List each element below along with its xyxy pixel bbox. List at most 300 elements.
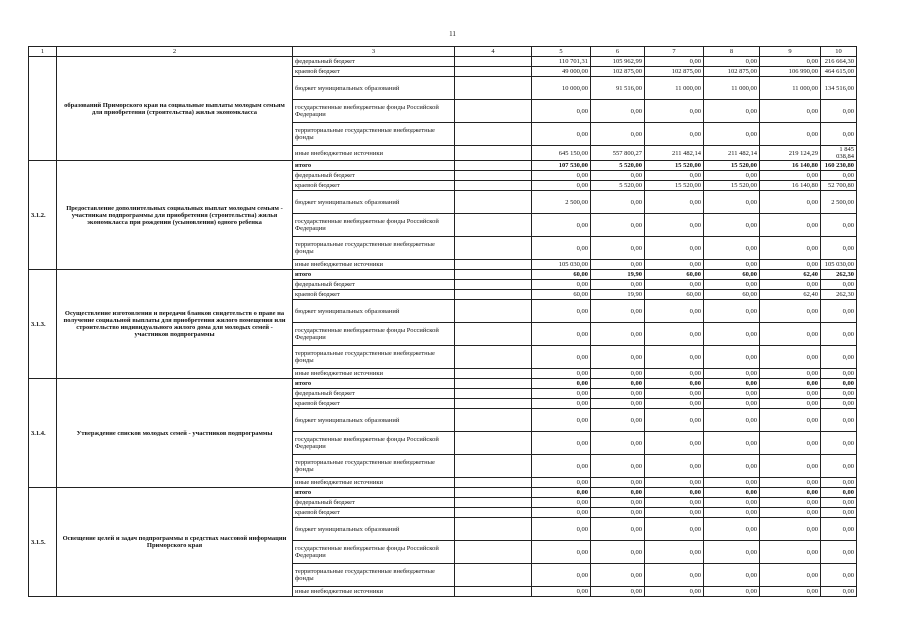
empty-cell [455, 488, 532, 498]
amount-cell: 0,00 [821, 478, 857, 488]
amount-cell: 0,00 [532, 237, 591, 260]
amount-cell: 0,00 [645, 237, 704, 260]
amount-cell: 0,00 [760, 488, 821, 498]
amount-cell: 0,00 [645, 323, 704, 346]
amount-cell: 102 875,00 [704, 67, 760, 77]
item-title: образований Приморского края на социальные выплаты молодым семьям для приобретения (строительства) жилья экономкласса [57, 57, 293, 161]
amount-cell: 0,00 [704, 369, 760, 379]
amount-cell: 216 664,30 [821, 57, 857, 67]
amount-cell: 0,00 [760, 100, 821, 123]
amount-cell: 60,00 [645, 270, 704, 280]
table-row [29, 161, 857, 171]
amount-cell: 11 000,00 [645, 77, 704, 100]
amount-cell: 0,00 [704, 478, 760, 488]
item-code [29, 57, 57, 161]
amount-cell: 0,00 [532, 455, 591, 478]
amount-cell: 0,00 [645, 478, 704, 488]
amount-cell: 0,00 [760, 498, 821, 508]
amount-cell: 0,00 [704, 323, 760, 346]
funding-source: государственные внебюджетные фонды Российской Федерации [293, 541, 455, 564]
empty-cell [455, 280, 532, 290]
funding-source: государственные внебюджетные фонды Российской Федерации [293, 100, 455, 123]
amount-cell: 0,00 [532, 323, 591, 346]
empty-cell [455, 564, 532, 587]
amount-cell: 0,00 [591, 191, 645, 214]
amount-cell: 0,00 [821, 399, 857, 409]
amount-cell: 0,00 [704, 518, 760, 541]
amount-cell: 0,00 [760, 237, 821, 260]
amount-cell: 0,00 [591, 369, 645, 379]
empty-cell [455, 270, 532, 280]
empty-cell [455, 77, 532, 100]
amount-cell: 0,00 [591, 260, 645, 270]
amount-cell: 0,00 [821, 300, 857, 323]
amount-cell: 60,00 [532, 270, 591, 280]
funding-source: краевой бюджет [293, 508, 455, 518]
funding-source: бюджет муниципальных образований [293, 191, 455, 214]
funding-source: иные внебюджетные источники [293, 260, 455, 270]
amount-cell: 0,00 [821, 123, 857, 146]
amount-cell: 0,00 [591, 488, 645, 498]
item-code: 3.1.5. [29, 488, 57, 597]
empty-cell [455, 369, 532, 379]
amount-cell: 557 800,27 [591, 146, 645, 161]
amount-cell: 0,00 [704, 123, 760, 146]
empty-cell [455, 409, 532, 432]
empty-cell [455, 379, 532, 389]
amount-cell: 11 000,00 [704, 77, 760, 100]
amount-cell: 0,00 [704, 171, 760, 181]
empty-cell [455, 57, 532, 67]
amount-cell: 0,00 [760, 587, 821, 597]
empty-cell [455, 399, 532, 409]
empty-cell [455, 161, 532, 171]
funding-source: бюджет муниципальных образований [293, 409, 455, 432]
column-header: 2 [57, 47, 293, 57]
amount-cell: 52 700,80 [821, 181, 857, 191]
amount-cell: 60,00 [532, 290, 591, 300]
amount-cell: 0,00 [821, 409, 857, 432]
table-row [29, 57, 857, 67]
empty-cell [455, 237, 532, 260]
funding-source: краевой бюджет [293, 67, 455, 77]
amount-cell: 60,00 [645, 290, 704, 300]
amount-cell: 0,00 [821, 100, 857, 123]
amount-cell: 0,00 [532, 498, 591, 508]
column-header: 9 [760, 47, 821, 57]
amount-cell: 15 520,00 [645, 181, 704, 191]
amount-cell: 0,00 [704, 100, 760, 123]
amount-cell: 645 150,00 [532, 146, 591, 161]
empty-cell [455, 518, 532, 541]
funding-source: бюджет муниципальных образований [293, 77, 455, 100]
amount-cell: 0,00 [704, 399, 760, 409]
funding-source: государственные внебюджетные фонды Российской Федерации [293, 432, 455, 455]
amount-cell: 15 520,00 [645, 161, 704, 171]
amount-cell: 0,00 [704, 379, 760, 389]
funding-source: итого [293, 488, 455, 498]
amount-cell: 0,00 [591, 541, 645, 564]
amount-cell: 0,00 [645, 369, 704, 379]
empty-cell [455, 432, 532, 455]
amount-cell: 0,00 [821, 564, 857, 587]
amount-cell: 5 520,00 [591, 161, 645, 171]
amount-cell: 2 500,00 [532, 191, 591, 214]
amount-cell: 10 000,00 [532, 77, 591, 100]
funding-source: иные внебюджетные источники [293, 478, 455, 488]
amount-cell: 16 140,80 [760, 181, 821, 191]
amount-cell: 0,00 [645, 260, 704, 270]
amount-cell: 0,00 [532, 379, 591, 389]
amount-cell: 0,00 [704, 237, 760, 260]
empty-cell [455, 389, 532, 399]
funding-source: государственные внебюджетные фонды Российской Федерации [293, 214, 455, 237]
amount-cell: 262,30 [821, 290, 857, 300]
amount-cell: 0,00 [760, 369, 821, 379]
amount-cell: 60,00 [704, 270, 760, 280]
amount-cell: 105 962,99 [591, 57, 645, 67]
amount-cell: 2 500,00 [821, 191, 857, 214]
amount-cell: 1 845 038,84 [821, 146, 857, 161]
amount-cell: 0,00 [591, 518, 645, 541]
column-header: 3 [293, 47, 455, 57]
amount-cell: 0,00 [645, 564, 704, 587]
empty-cell [455, 123, 532, 146]
amount-cell: 0,00 [645, 518, 704, 541]
amount-cell: 105 030,00 [821, 260, 857, 270]
amount-cell: 0,00 [532, 399, 591, 409]
funding-source: федеральный бюджет [293, 389, 455, 399]
amount-cell: 0,00 [704, 57, 760, 67]
funding-source: краевой бюджет [293, 181, 455, 191]
empty-cell [455, 508, 532, 518]
empty-cell [455, 455, 532, 478]
amount-cell: 0,00 [591, 455, 645, 478]
funding-source: итого [293, 270, 455, 280]
column-header: 10 [821, 47, 857, 57]
amount-cell: 5 520,00 [591, 181, 645, 191]
amount-cell: 0,00 [532, 171, 591, 181]
empty-cell [455, 191, 532, 214]
funding-source: краевой бюджет [293, 399, 455, 409]
table-row [29, 379, 857, 389]
empty-cell [455, 181, 532, 191]
amount-cell: 0,00 [591, 587, 645, 597]
amount-cell: 0,00 [704, 508, 760, 518]
amount-cell: 0,00 [591, 300, 645, 323]
amount-cell: 0,00 [821, 488, 857, 498]
amount-cell: 0,00 [591, 123, 645, 146]
amount-cell: 0,00 [760, 123, 821, 146]
amount-cell: 0,00 [532, 518, 591, 541]
amount-cell: 16 140,80 [760, 161, 821, 171]
funding-source: бюджет муниципальных образований [293, 300, 455, 323]
amount-cell: 106 990,00 [760, 67, 821, 77]
empty-cell [455, 171, 532, 181]
column-header: 7 [645, 47, 704, 57]
amount-cell: 0,00 [532, 389, 591, 399]
amount-cell: 0,00 [645, 280, 704, 290]
item-code: 3.1.2. [29, 161, 57, 270]
amount-cell: 0,00 [645, 300, 704, 323]
amount-cell: 0,00 [645, 214, 704, 237]
amount-cell: 91 516,00 [591, 77, 645, 100]
empty-cell [455, 290, 532, 300]
amount-cell: 0,00 [704, 389, 760, 399]
empty-cell [455, 260, 532, 270]
amount-cell: 0,00 [591, 564, 645, 587]
amount-cell: 0,00 [591, 280, 645, 290]
amount-cell: 49 000,00 [532, 67, 591, 77]
funding-source: иные внебюджетные источники [293, 146, 455, 161]
amount-cell: 60,00 [704, 290, 760, 300]
amount-cell: 0,00 [532, 488, 591, 498]
amount-cell: 0,00 [532, 214, 591, 237]
empty-cell [455, 478, 532, 488]
amount-cell: 0,00 [645, 409, 704, 432]
funding-source: территориальные государственные внебюджетные фонды [293, 123, 455, 146]
amount-cell: 0,00 [760, 389, 821, 399]
amount-cell: 0,00 [645, 432, 704, 455]
amount-cell: 102 875,00 [591, 67, 645, 77]
amount-cell: 0,00 [591, 323, 645, 346]
amount-cell: 0,00 [821, 171, 857, 181]
amount-cell: 0,00 [821, 369, 857, 379]
amount-cell: 0,00 [591, 508, 645, 518]
funding-source: итого [293, 379, 455, 389]
amount-cell: 0,00 [760, 280, 821, 290]
amount-cell: 0,00 [704, 280, 760, 290]
amount-cell: 160 230,80 [821, 161, 857, 171]
empty-cell [455, 498, 532, 508]
amount-cell: 0,00 [760, 171, 821, 181]
amount-cell: 0,00 [532, 369, 591, 379]
amount-cell: 0,00 [704, 260, 760, 270]
amount-cell: 0,00 [532, 508, 591, 518]
amount-cell: 0,00 [645, 399, 704, 409]
amount-cell: 0,00 [645, 498, 704, 508]
amount-cell: 15 520,00 [704, 161, 760, 171]
amount-cell: 0,00 [760, 346, 821, 369]
amount-cell: 0,00 [821, 323, 857, 346]
amount-cell: 219 124,29 [760, 146, 821, 161]
amount-cell: 0,00 [821, 587, 857, 597]
amount-cell: 0,00 [821, 455, 857, 478]
amount-cell: 464 615,00 [821, 67, 857, 77]
amount-cell: 62,40 [760, 290, 821, 300]
amount-cell: 0,00 [760, 564, 821, 587]
empty-cell [455, 346, 532, 369]
amount-cell: 0,00 [532, 346, 591, 369]
amount-cell: 0,00 [532, 541, 591, 564]
empty-cell [455, 587, 532, 597]
empty-cell [455, 146, 532, 161]
amount-cell: 19,90 [591, 290, 645, 300]
budget-table [28, 46, 857, 597]
empty-cell [455, 100, 532, 123]
amount-cell: 0,00 [591, 379, 645, 389]
amount-cell: 0,00 [532, 300, 591, 323]
funding-source: федеральный бюджет [293, 171, 455, 181]
amount-cell: 0,00 [760, 57, 821, 67]
column-header: 1 [29, 47, 57, 57]
amount-cell: 0,00 [645, 100, 704, 123]
amount-cell: 0,00 [645, 455, 704, 478]
empty-cell [455, 214, 532, 237]
amount-cell: 134 516,00 [821, 77, 857, 100]
amount-cell: 0,00 [591, 214, 645, 237]
amount-cell: 0,00 [704, 409, 760, 432]
amount-cell: 0,00 [591, 237, 645, 260]
amount-cell: 0,00 [760, 409, 821, 432]
amount-cell: 0,00 [821, 498, 857, 508]
amount-cell: 0,00 [591, 399, 645, 409]
amount-cell: 0,00 [532, 123, 591, 146]
amount-cell: 0,00 [532, 432, 591, 455]
funding-source: итого [293, 161, 455, 171]
amount-cell: 0,00 [532, 478, 591, 488]
amount-cell: 0,00 [591, 389, 645, 399]
amount-cell: 0,00 [821, 432, 857, 455]
column-header: 5 [532, 47, 591, 57]
amount-cell: 15 520,00 [704, 181, 760, 191]
amount-cell: 0,00 [645, 191, 704, 214]
amount-cell: 0,00 [821, 389, 857, 399]
amount-cell: 0,00 [645, 389, 704, 399]
amount-cell: 0,00 [704, 498, 760, 508]
column-header: 6 [591, 47, 645, 57]
amount-cell: 0,00 [704, 564, 760, 587]
funding-source: иные внебюджетные источники [293, 587, 455, 597]
amount-cell: 0,00 [821, 518, 857, 541]
amount-cell: 0,00 [704, 587, 760, 597]
empty-cell [455, 67, 532, 77]
amount-cell: 0,00 [532, 100, 591, 123]
amount-cell: 0,00 [760, 478, 821, 488]
amount-cell: 0,00 [532, 181, 591, 191]
amount-cell: 0,00 [645, 541, 704, 564]
amount-cell: 0,00 [704, 346, 760, 369]
amount-cell: 0,00 [821, 214, 857, 237]
funding-source: бюджет муниципальных образований [293, 518, 455, 541]
amount-cell: 105 030,00 [532, 260, 591, 270]
amount-cell: 0,00 [532, 587, 591, 597]
amount-cell: 0,00 [704, 488, 760, 498]
amount-cell: 0,00 [704, 191, 760, 214]
empty-cell [455, 323, 532, 346]
amount-cell: 0,00 [760, 541, 821, 564]
amount-cell: 102 875,00 [645, 67, 704, 77]
amount-cell: 0,00 [821, 280, 857, 290]
amount-cell: 0,00 [532, 409, 591, 432]
item-title: Утверждение списков молодых семей - участников подпрограммы [57, 379, 293, 488]
amount-cell: 0,00 [760, 432, 821, 455]
funding-source: территориальные государственные внебюджетные фонды [293, 237, 455, 260]
amount-cell: 0,00 [760, 191, 821, 214]
funding-source: иные внебюджетные источники [293, 369, 455, 379]
empty-cell [455, 541, 532, 564]
item-title: Освещение целей и задач подпрограммы в средствах массовой информации Приморского края [57, 488, 293, 597]
amount-cell: 0,00 [821, 237, 857, 260]
amount-cell: 0,00 [760, 518, 821, 541]
amount-cell: 0,00 [591, 432, 645, 455]
amount-cell: 0,00 [704, 300, 760, 323]
amount-cell: 0,00 [760, 379, 821, 389]
amount-cell: 0,00 [760, 260, 821, 270]
page-number: 11 [449, 30, 456, 38]
amount-cell: 0,00 [821, 379, 857, 389]
amount-cell: 0,00 [704, 541, 760, 564]
amount-cell: 0,00 [532, 280, 591, 290]
item-code: 3.1.3. [29, 270, 57, 379]
amount-cell: 107 530,00 [532, 161, 591, 171]
funding-source: территориальные государственные внебюджетные фонды [293, 346, 455, 369]
amount-cell: 0,00 [760, 300, 821, 323]
amount-cell: 0,00 [645, 171, 704, 181]
amount-cell: 262,30 [821, 270, 857, 280]
funding-source: государственные внебюджетные фонды Российской Федерации [293, 323, 455, 346]
amount-cell: 0,00 [704, 455, 760, 478]
funding-source: территориальные государственные внебюджетные фонды [293, 455, 455, 478]
amount-cell: 0,00 [821, 508, 857, 518]
amount-cell: 0,00 [645, 346, 704, 369]
table-row [29, 270, 857, 280]
amount-cell: 0,00 [645, 488, 704, 498]
amount-cell: 0,00 [591, 100, 645, 123]
amount-cell: 11 000,00 [760, 77, 821, 100]
amount-cell: 0,00 [760, 323, 821, 346]
amount-cell: 0,00 [760, 455, 821, 478]
amount-cell: 0,00 [704, 432, 760, 455]
amount-cell: 0,00 [821, 541, 857, 564]
amount-cell: 19,90 [591, 270, 645, 280]
funding-source: федеральный бюджет [293, 498, 455, 508]
amount-cell: 0,00 [591, 346, 645, 369]
amount-cell: 0,00 [591, 171, 645, 181]
amount-cell: 0,00 [645, 123, 704, 146]
amount-cell: 211 482,14 [704, 146, 760, 161]
empty-cell [455, 300, 532, 323]
amount-cell: 0,00 [645, 587, 704, 597]
item-title: Осуществление изготовления и передачи бланков свидетельств о праве на получение социальной выплаты для приобретения жилого помещения или строительство индивидуального жилого дома для молодых семей - участников подпрограммы [57, 270, 293, 379]
amount-cell: 0,00 [645, 379, 704, 389]
amount-cell: 0,00 [760, 508, 821, 518]
amount-cell: 0,00 [645, 508, 704, 518]
item-code: 3.1.4. [29, 379, 57, 488]
table-row [29, 488, 857, 498]
amount-cell: 110 701,31 [532, 57, 591, 67]
amount-cell: 0,00 [704, 214, 760, 237]
column-number-row [29, 47, 857, 57]
funding-source: федеральный бюджет [293, 280, 455, 290]
column-header: 8 [704, 47, 760, 57]
amount-cell: 0,00 [645, 57, 704, 67]
amount-cell: 0,00 [821, 346, 857, 369]
amount-cell: 0,00 [591, 409, 645, 432]
funding-source: федеральный бюджет [293, 57, 455, 67]
amount-cell: 0,00 [591, 478, 645, 488]
amount-cell: 0,00 [760, 399, 821, 409]
funding-source: территориальные государственные внебюджетные фонды [293, 564, 455, 587]
amount-cell: 0,00 [591, 498, 645, 508]
amount-cell: 0,00 [760, 214, 821, 237]
amount-cell: 62,40 [760, 270, 821, 280]
amount-cell: 0,00 [532, 564, 591, 587]
column-header: 4 [455, 47, 532, 57]
amount-cell: 211 482,14 [645, 146, 704, 161]
funding-source: краевой бюджет [293, 290, 455, 300]
item-title: Предоставление дополнительных социальных выплат молодым семьям - участникам подпрограммы для приобретения (строительства) жилья экономкласса при рождении (усыновлении) одного ребенка [57, 161, 293, 270]
